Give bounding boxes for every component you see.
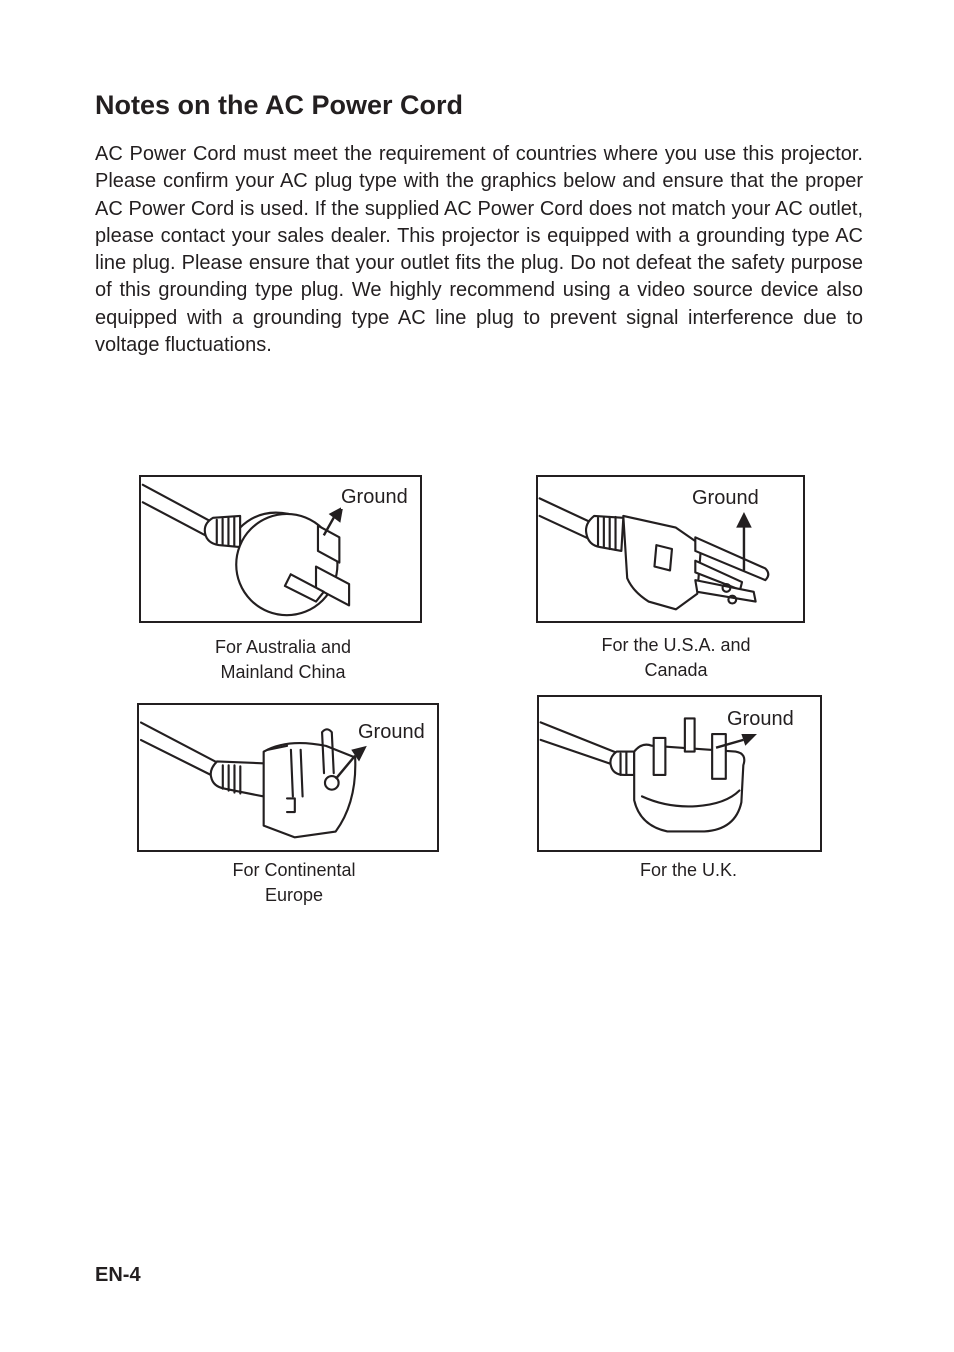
europe-ground-label: Ground: [358, 721, 425, 743]
page-title: Notes on the AC Power Cord: [95, 90, 464, 120]
page-number: EN-4: [95, 1264, 141, 1286]
usa-ground-label: Ground: [692, 487, 759, 509]
uk-ground-label: Ground: [727, 708, 794, 730]
uk-plug-figure: [537, 695, 822, 852]
australia-plug-figure: [139, 475, 422, 623]
uk-caption: For the U.K.: [639, 860, 738, 880]
australia-ground-label: Ground: [341, 486, 408, 508]
europe-plug-figure: [137, 703, 439, 852]
usa-plug-icon: [538, 477, 803, 621]
usa-caption: For the U.S.A. and Canada: [601, 635, 751, 680]
europe-caption: For Continental Europe: [232, 860, 356, 905]
intro-paragraph: AC Power Cord must meet the requirement of countries where you use this projector. Please confirm your AC plug type with the graphics below and ensure that the proper AC Power Cord is used. If the supplied AC Power Cord does not match your AC outlet, please contact your sales dealer. This projector is equipped with a grounding type AC line plug. Please ensure that your outlet fits the plug. Do not defeat the safety purpose of this grounding type plug. We highly recommend using a video source device also equipped with a grounding type AC line plug to prevent signal interference due to voltage fluctuations.: [95, 143, 863, 357]
usa-plug-figure: [536, 475, 805, 623]
australia-caption: For Australia and Mainland China: [214, 637, 352, 682]
